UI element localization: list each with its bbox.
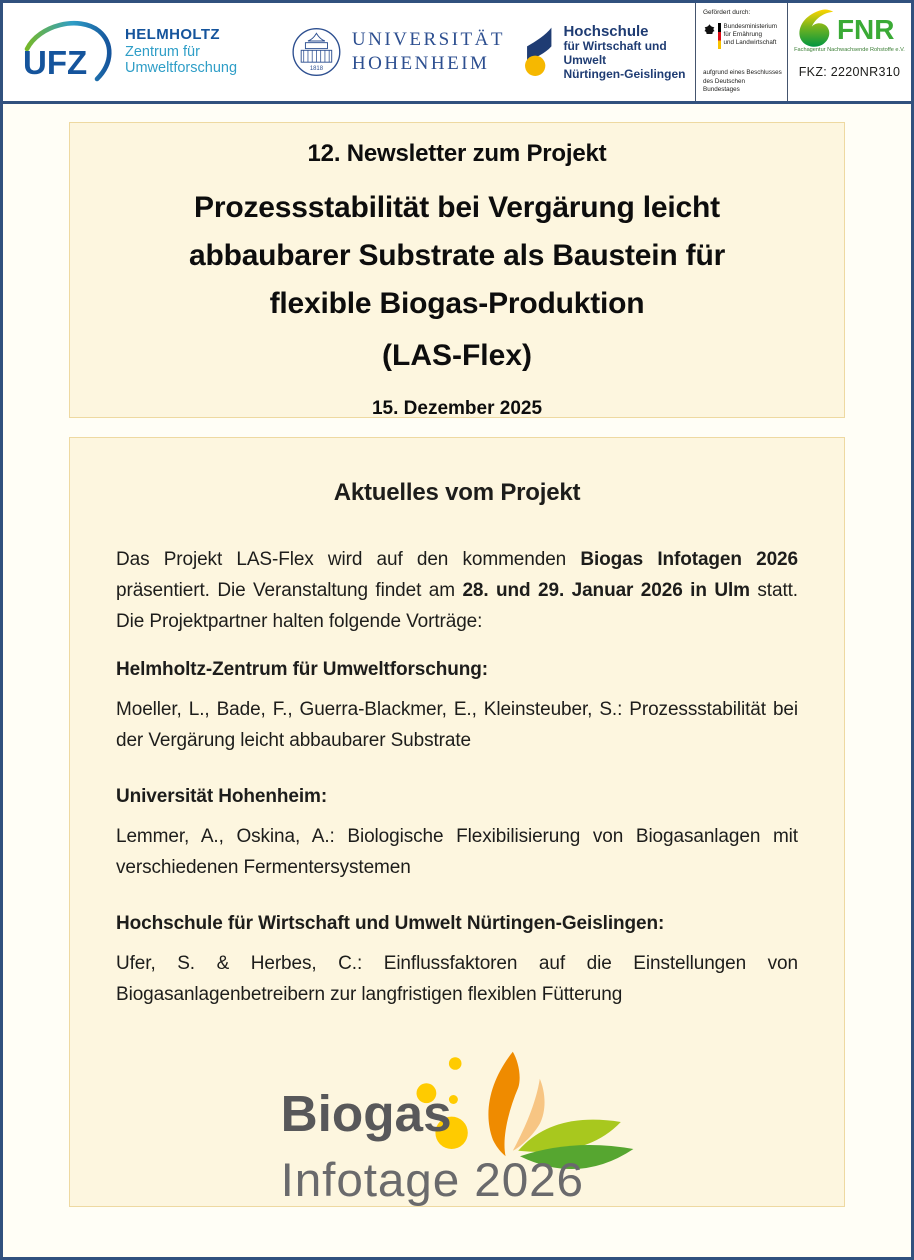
ministry-line2: für Ernährung [723,30,763,38]
biogas-word: Biogas [280,1085,452,1142]
hfwu-logo [523,3,691,101]
newsletter-kicker: 12. Newsletter zum Projekt [307,140,607,167]
issue-date: 15. Dezember 2025 [371,398,543,419]
talk-text-helmholtz: Moeller, L., Bade, F., Guerra-Blackmer, E., Kleinsteuber, S.: Prozessstabilität bei der Vergärung leicht abbaubarer Substrate [116,699,798,751]
basis-line2: des Deutschen Bundestages [703,77,746,93]
basis-line1: aufgrund eines Beschlusses [703,69,782,77]
intro-bold-2: 28. und 29. Januar 2026 in Ulm [462,580,750,601]
ufz-name-line2: Zentrum für Umweltforschung [125,44,238,77]
news-heading: Aktuelles vom Projekt [333,479,581,506]
bmel-logo [703,23,783,49]
intro-text-2: präsentiert. Die Veranstaltung findet am [116,580,463,601]
funding-block [695,3,911,101]
funded-by-label: Gefördert durch: [703,9,751,16]
ministry-line3: und Landwirtschaft [723,38,777,46]
hohenheim-line1: UNIVERSITÄT [351,29,505,51]
project-acronym: (LAS-Flex) [382,339,532,372]
ufz-acronym: UFZ [23,44,88,81]
title-box [69,122,845,418]
bmel-funding-cell [695,3,787,101]
fnr-acronym: FNR [836,13,894,45]
fnr-cell [787,3,911,101]
talk-entry [116,786,798,883]
hfwu-line2: für Wirtschaft und Umwelt [563,38,667,67]
talk-org-hohenheim: Universität Hohenheim: [116,786,328,807]
ufz-logo [21,3,269,101]
hfwu-mark-icon [523,20,555,84]
ufz-swoosh-icon [21,19,117,85]
talk-text-hohenheim: Lemmer, A., Oskina, A.: Biologische Flexibilisierung von Biogasanlagen mit verschiedenen Fermentersystemen [116,826,798,878]
project-title-line2: abbaubarer Substrate als Baustein für [188,239,726,272]
ministry-line1: Bundesministerium [723,23,778,30]
hfwu-line3: Nürtingen-Geislingen [563,66,686,81]
fnr-logo-icon [794,8,906,49]
intro-text-3: statt. Die Projektpartner halten folgende Vorträge: [116,580,798,632]
project-title-line3: flexible Biogas-Produktion [269,287,645,320]
news-box [69,437,845,1207]
hohenheim-emblem-icon [291,23,342,81]
hfwu-wordmark [563,23,691,82]
intro-text-1: Das Projekt LAS-Flex wird auf den kommenden [116,549,581,570]
ufz-name-line1: HELMHOLTZ [125,26,220,44]
talk-org-helmholtz: Helmholtz-Zentrum für Umweltforschung: [116,659,488,680]
intro-bold-1: Biogas Infotagen 2026 [580,549,798,570]
hohenheim-wordmark [352,28,505,76]
funding-basis-text [703,69,783,97]
biogas-infotage-logo-icon [277,1050,637,1212]
fnr-subtitle: Fachagentur Nachwachsende Rohstoffe e.V. [794,47,905,53]
talk-entry [116,913,798,1010]
talk-entry [116,659,798,756]
intro-paragraph [116,544,798,637]
header-logo-bar [3,3,911,104]
bundesadler-icon [703,23,716,36]
hohenheim-logo [291,3,505,101]
project-title [70,184,844,328]
biogas-infotage-logo [116,1050,798,1212]
german-flag-stripe [718,23,721,49]
talk-org-hfwu: Hochschule für Wirtschaft und Umwelt Nürtingen-Geislingen: [116,913,665,934]
ministry-name [724,23,778,47]
project-title-line1: Prozessstabilität bei Vergärung leicht [194,191,720,224]
hohenheim-line2: HOHENHEIM [351,53,490,74]
fkz-number: FKZ: 2220NR310 [798,65,901,79]
talk-text-hfwu: Ufer, S. & Herbes, C.: Einflussfaktoren auf die Einstellungen von Biogasanlagenbetreibern zur langfristigen flexiblen Fütterung [116,953,798,1005]
hohenheim-emblem-year: 1818 [309,65,324,72]
hfwu-line1: Hochschule [563,22,649,40]
ufz-wordmark [125,27,269,76]
infotage-word: Infotage 2026 [280,1153,584,1207]
